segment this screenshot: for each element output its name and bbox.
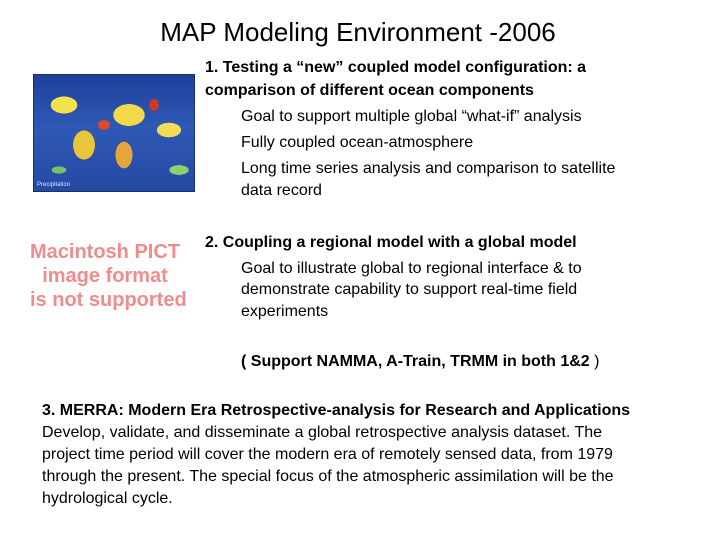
item3-line: through the present. The special focus of the atmospheric assimilation will be the xyxy=(42,468,614,485)
item3-line: hydrological cycle. xyxy=(42,490,173,507)
support-note-bold: ( Support NAMMA, A-Train, TRMM in both 1&2 xyxy=(241,353,590,370)
placeholder-line: Macintosh PICT xyxy=(30,241,181,263)
item1-bullet: Long time series analysis and comparison to satellite xyxy=(241,160,616,177)
item3-line: Develop, validate, and disseminate a global retrospective analysis dataset. The xyxy=(42,424,603,441)
item2-support-note xyxy=(241,350,599,374)
item1-bullet: data record xyxy=(241,182,322,199)
slide-title: MAP Modeling Environment -2006 xyxy=(160,17,556,47)
global-precipitation-map-image xyxy=(33,74,195,192)
item1-heading-line2: comparison of different ocean components xyxy=(205,82,534,99)
item3-line: project time period will cover the modern era of remotely sensed data, from 1979 xyxy=(42,446,613,463)
item2-line: Goal to illustrate global to regional interface & to xyxy=(241,260,582,277)
item1-bullet: Goal to support multiple global “what-if” analysis xyxy=(241,108,582,125)
placeholder-line: image format xyxy=(42,265,168,287)
unsupported-image-placeholder xyxy=(30,240,187,312)
item2-heading: 2. Coupling a regional model with a global model xyxy=(205,234,577,251)
support-note-close: ) xyxy=(589,353,600,370)
item1-bullet: Fully coupled ocean-atmosphere xyxy=(241,134,474,151)
map-caption: Precipitation xyxy=(37,182,71,188)
item2-line: demonstrate capability to support real-time field xyxy=(241,281,578,298)
placeholder-line: is not supported xyxy=(30,289,187,311)
item2-line: experiments xyxy=(241,303,329,320)
item1-heading-line1: 1. Testing a “new” coupled model configuration: a xyxy=(205,59,587,76)
item3-heading: 3. MERRA: Modern Era Retrospective-analysis for Research and Applications xyxy=(42,402,631,419)
